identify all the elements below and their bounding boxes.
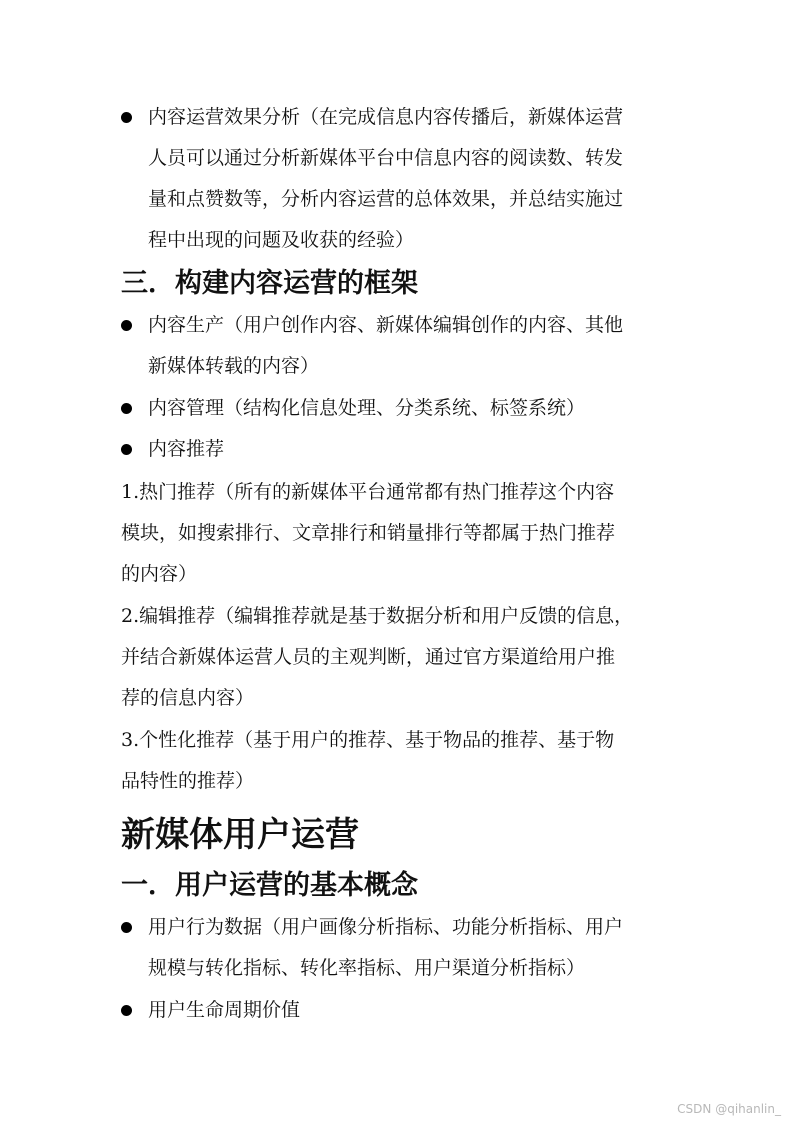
text-line: 内容运营效果分析（在完成信息内容传播后，新媒体运营 bbox=[148, 106, 624, 128]
section-heading: 三．构建内容运营的框架 bbox=[121, 268, 418, 299]
section-heading: 一．用户运营的基本概念 bbox=[121, 870, 418, 901]
text-line: 程中出现的问题及收获的经验） bbox=[148, 229, 415, 251]
text-line: 2.编辑推荐（编辑推荐就是基于数据分析和用户反馈的信息， bbox=[121, 605, 634, 627]
chapter-heading: 新媒体用户运营 bbox=[121, 815, 359, 855]
text-line: 3.个性化推荐（基于用户的推荐、基于物品的推荐、基于物 bbox=[121, 729, 615, 751]
watermark: CSDN @qihanlin_ bbox=[677, 1102, 781, 1116]
text-line: 并结合新媒体运营人员的主观判断，通过官方渠道给用户推 bbox=[121, 646, 616, 668]
text-line: 用户行为数据（用户画像分析指标、功能分析指标、用户 bbox=[148, 916, 624, 938]
text-line: 量和点赞数等，分析内容运营的总体效果，并总结实施过 bbox=[148, 188, 624, 210]
bullet-icon bbox=[121, 922, 132, 933]
bullet-icon bbox=[121, 444, 132, 455]
text-line: 规模与转化指标、转化率指标、用户渠道分析指标） bbox=[148, 957, 586, 979]
text-line: 人员可以通过分析新媒体平台中信息内容的阅读数、转发 bbox=[148, 147, 624, 169]
text-line: 内容管理（结构化信息处理、分类系统、标签系统） bbox=[148, 397, 586, 419]
bullet-icon bbox=[121, 320, 132, 331]
text-line: 荐的信息内容） bbox=[121, 687, 255, 709]
text-line: 新媒体转载的内容） bbox=[148, 355, 320, 377]
text-line: 的内容） bbox=[121, 563, 198, 585]
text-line: 模块，如搜索排行、文章排行和销量排行等都属于热门推荐 bbox=[121, 522, 616, 544]
text-line: 1.热门推荐（所有的新媒体平台通常都有热门推荐这个内容 bbox=[121, 481, 615, 503]
bullet-icon bbox=[121, 403, 132, 414]
text-line: 品特性的推荐） bbox=[121, 770, 255, 792]
text-line: 用户生命周期价值 bbox=[148, 999, 301, 1021]
bullet-icon bbox=[121, 112, 132, 123]
text-line: 内容生产（用户创作内容、新媒体编辑创作的内容、其他 bbox=[148, 314, 624, 336]
bullet-icon bbox=[121, 1005, 132, 1016]
text-line: 内容推荐 bbox=[148, 438, 225, 460]
